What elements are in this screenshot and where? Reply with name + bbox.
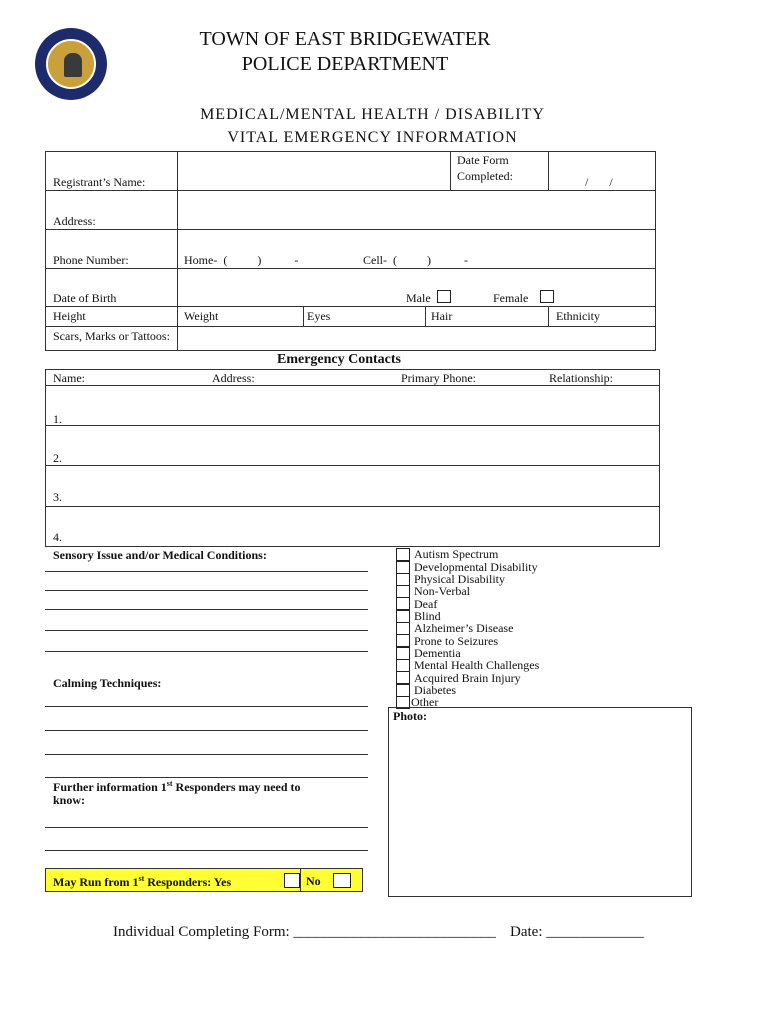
date-completed-field[interactable]: / / [585, 175, 613, 189]
further-info-label-2: know: [53, 793, 86, 807]
date-form-label: Date Form [457, 153, 509, 167]
female-checkbox[interactable] [540, 290, 554, 303]
dob-label: Date of Birth [53, 291, 117, 305]
hair-label: Hair [431, 309, 453, 323]
condition-nonverbal: Non-Verbal [414, 584, 470, 598]
sensory-line [45, 571, 368, 572]
condition-autism: Autism Spectrum [414, 547, 499, 561]
condition-diabetes: Diabetes [414, 683, 456, 697]
brain-injury-checkbox[interactable] [396, 671, 410, 684]
calming-line [45, 754, 368, 755]
contact-row-4[interactable]: 4. [53, 530, 62, 544]
sensory-label: Sensory Issue and/or Medical Conditions: [53, 548, 267, 562]
contact-address-header: Address: [212, 371, 255, 385]
autism-checkbox[interactable] [396, 548, 410, 561]
phone-label: Phone Number: [53, 253, 129, 267]
sensory-line [45, 651, 368, 652]
registrant-name-field[interactable] [178, 152, 449, 189]
form-title-line2: VITAL EMERGENCY INFORMATION [227, 129, 518, 146]
sensory-line [45, 630, 368, 631]
contact-relationship-header: Relationship: [549, 371, 613, 385]
emergency-contacts-heading: Emergency Contacts [276, 352, 402, 367]
calming-line [45, 777, 368, 778]
cell-phone-field[interactable]: Cell- ( ) - [363, 253, 468, 267]
contact-row-2[interactable]: 2. [53, 451, 62, 465]
male-checkbox[interactable] [437, 290, 451, 303]
calming-label: Calming Techniques: [53, 676, 162, 690]
may-run-yes-checkbox[interactable] [284, 873, 300, 888]
condition-alzheimers: Alzheimer’s Disease [414, 621, 514, 635]
contact-phone-header: Primary Phone: [401, 371, 476, 385]
may-run-no-label: No [306, 874, 321, 888]
sensory-line [45, 590, 368, 591]
photo-box[interactable] [388, 707, 692, 897]
individual-completing-field[interactable]: Individual Completing Form: ___________________________ [113, 924, 496, 940]
home-phone-field[interactable]: Home- ( ) - [184, 253, 299, 267]
department-title: POLICE DEPARTMENT [241, 53, 449, 75]
calming-line [45, 706, 368, 707]
contact-row-1[interactable]: 1. [53, 412, 62, 426]
photo-label: Photo: [393, 709, 427, 723]
condition-seizures: Prone to Seizures [414, 634, 498, 648]
eyes-label: Eyes [307, 309, 331, 323]
height-label: Height [53, 309, 86, 323]
registrant-name-label: Registrant’s Name: [53, 175, 146, 189]
condition-physical: Physical Disability [414, 572, 505, 586]
male-label: Male [406, 291, 431, 305]
town-title: TOWN OF EAST BRIDGEWATER [199, 28, 491, 50]
condition-blind: Blind [414, 609, 441, 623]
condition-developmental: Developmental Disability [414, 560, 538, 574]
date-completed-label: Completed: [457, 169, 513, 183]
condition-deaf: Deaf [414, 597, 438, 611]
address-field[interactable] [178, 191, 655, 228]
deaf-checkbox[interactable] [396, 597, 410, 610]
sensory-line [45, 609, 368, 610]
further-line [45, 827, 368, 828]
condition-other: Other [411, 695, 439, 709]
form-title-line1: MEDICAL/MENTAL HEALTH / DISABILITY [200, 106, 545, 123]
seizures-checkbox[interactable] [396, 634, 410, 647]
calming-line [45, 730, 368, 731]
condition-mental-health: Mental Health Challenges [414, 658, 540, 672]
female-label: Female [493, 291, 529, 305]
condition-brain-injury: Acquired Brain Injury [414, 671, 521, 685]
scars-label: Scars, Marks or Tattoos: [53, 329, 170, 343]
contact-row-3[interactable]: 3. [53, 490, 62, 504]
may-run-label: May Run from 1st Responders: Yes [53, 874, 232, 889]
footer-date-field[interactable]: Date: _____________ [510, 924, 644, 940]
may-run-no-checkbox[interactable] [333, 873, 351, 888]
address-label: Address: [53, 214, 96, 228]
weight-label: Weight [184, 309, 219, 323]
emergency-contacts-table [45, 369, 660, 547]
further-info-label: Further information 1st Responders may need to [53, 779, 301, 794]
ethnicity-label: Ethnicity [556, 309, 600, 323]
contact-name-header: Name: [53, 371, 85, 385]
condition-dementia: Dementia [414, 646, 461, 660]
further-line [45, 850, 368, 851]
